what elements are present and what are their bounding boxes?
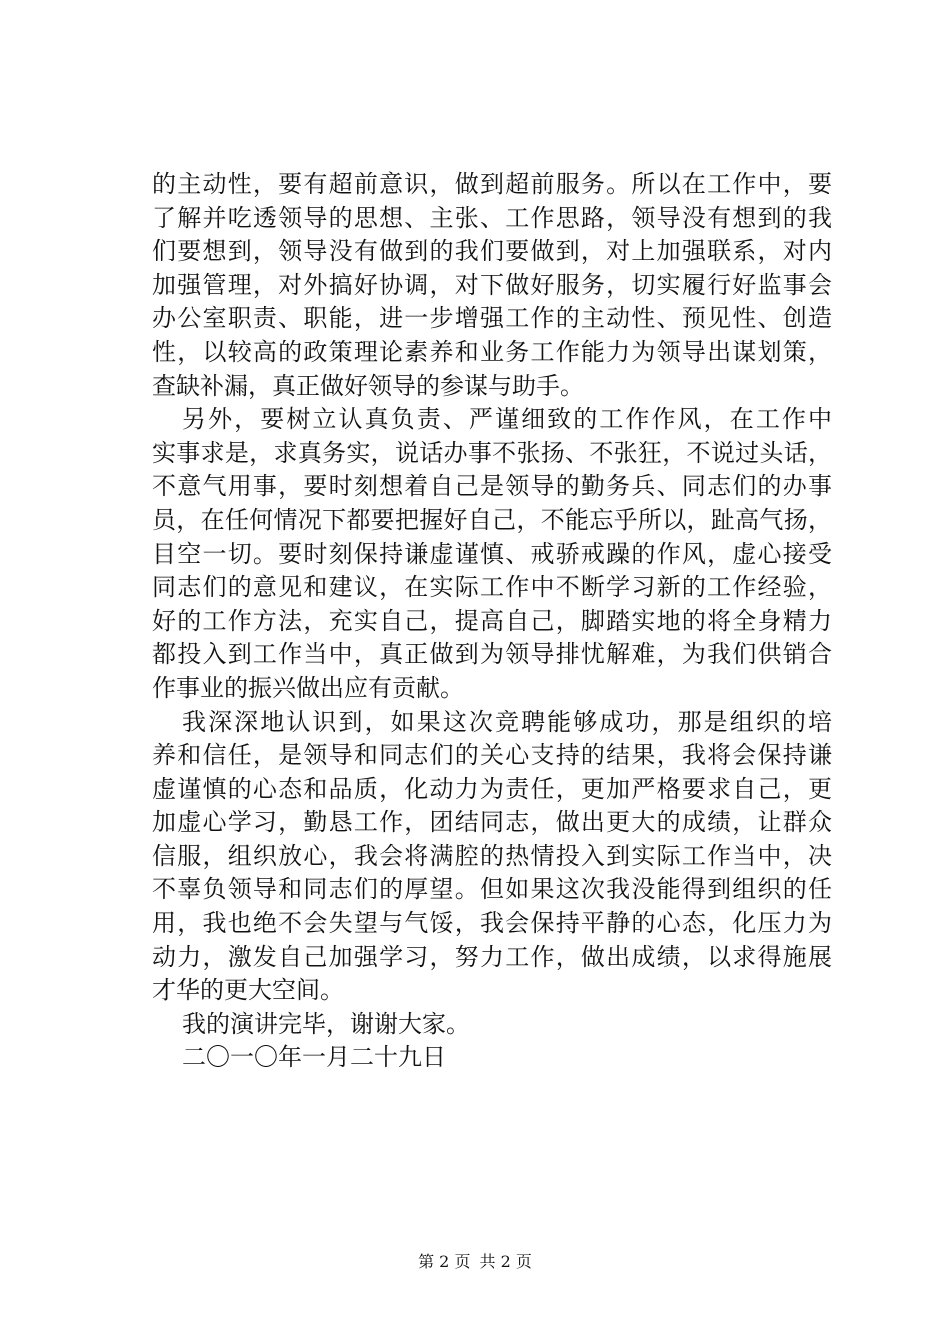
text-line: 员，在任何情况下都要把握好自己，不能忘乎所以，趾高气扬， xyxy=(152,505,832,534)
text-line: 虚谨慎的心态和品质，化动力为责任，更加严格要求自己，更 xyxy=(152,774,832,803)
text-line: 作事业的振兴做出应有贡献。 xyxy=(152,673,464,702)
text-line: 都投入到工作当中，真正做到为领导排忧解难，为我们供销合 xyxy=(152,640,832,669)
text-line: 们要想到，领导没有做到的我们要做到，对上加强联系，对内 xyxy=(152,237,832,266)
document-body xyxy=(152,168,832,1075)
page-number: 第 2 页 xyxy=(418,1252,471,1271)
text-line: 用，我也绝不会失望与气馁，我会保持平静的心态，化压力为 xyxy=(152,909,832,938)
page-total: 共 2 页 xyxy=(479,1252,532,1271)
text-line: 动力，激发自己加强学习，努力工作，做出成绩，以求得施展 xyxy=(152,942,832,971)
text-line: 查缺补漏，真正做好领导的参谋与助手。 xyxy=(152,371,584,400)
text-line: 加虚心学习，勤恳工作，团结同志，做出更大的成绩，让群众 xyxy=(152,808,832,837)
text-line: 养和信任，是领导和同志们的关心支持的结果，我将会保持谦 xyxy=(152,741,832,770)
text-line: 加强管理，对外搞好协调，对下做好服务，切实履行好监事会 xyxy=(152,270,832,299)
text-line: 不辜负领导和同志们的厚望。但如果这次我没能得到组织的任 xyxy=(152,875,832,904)
page-footer xyxy=(0,1252,950,1272)
text-line: 我的演讲完毕，谢谢大家。 xyxy=(182,1009,470,1038)
text-line: 目空一切。要时刻保持谦虚谨慎、戒骄戒躁的作风，虚心接受 xyxy=(152,539,832,568)
text-line: 的主动性，要有超前意识，做到超前服务。所以在工作中，要 xyxy=(152,170,832,198)
text-line: 同志们的意见和建议，在实际工作中不断学习新的工作经验， xyxy=(152,573,832,602)
text-line: 办公室职责、职能，进一步增强工作的主动性、预见性、创造 xyxy=(152,304,832,333)
text-line: 信服，组织放心，我会将满腔的热情投入到实际工作当中，决 xyxy=(152,841,832,870)
text-line: 才华的更大空间。 xyxy=(152,976,344,1005)
text-line: 性，以较高的政策理论素养和业务工作能力为领导出谋划策， xyxy=(152,337,832,366)
text-line: 不意气用事，要时刻想着自己是领导的勤务兵、同志们的办事 xyxy=(152,472,832,501)
text-line: 实事求是，求真务实，说话办事不张扬、不张狂，不说过头话， xyxy=(152,438,832,467)
text-line: 好的工作方法，充实自己，提高自己，脚踏实地的将全身精力 xyxy=(152,606,832,635)
text-line: 我深深地认识到，如果这次竞聘能够成功，那是组织的培 xyxy=(182,707,832,736)
text-line: 另外，要树立认真负责、严谨细致的工作作风，在工作中 xyxy=(182,405,832,434)
text-line: 了解并吃透领导的思想、主张、工作思路，领导没有想到的我 xyxy=(152,203,832,232)
text-line: 二〇一〇年一月二十九日 xyxy=(182,1043,446,1072)
